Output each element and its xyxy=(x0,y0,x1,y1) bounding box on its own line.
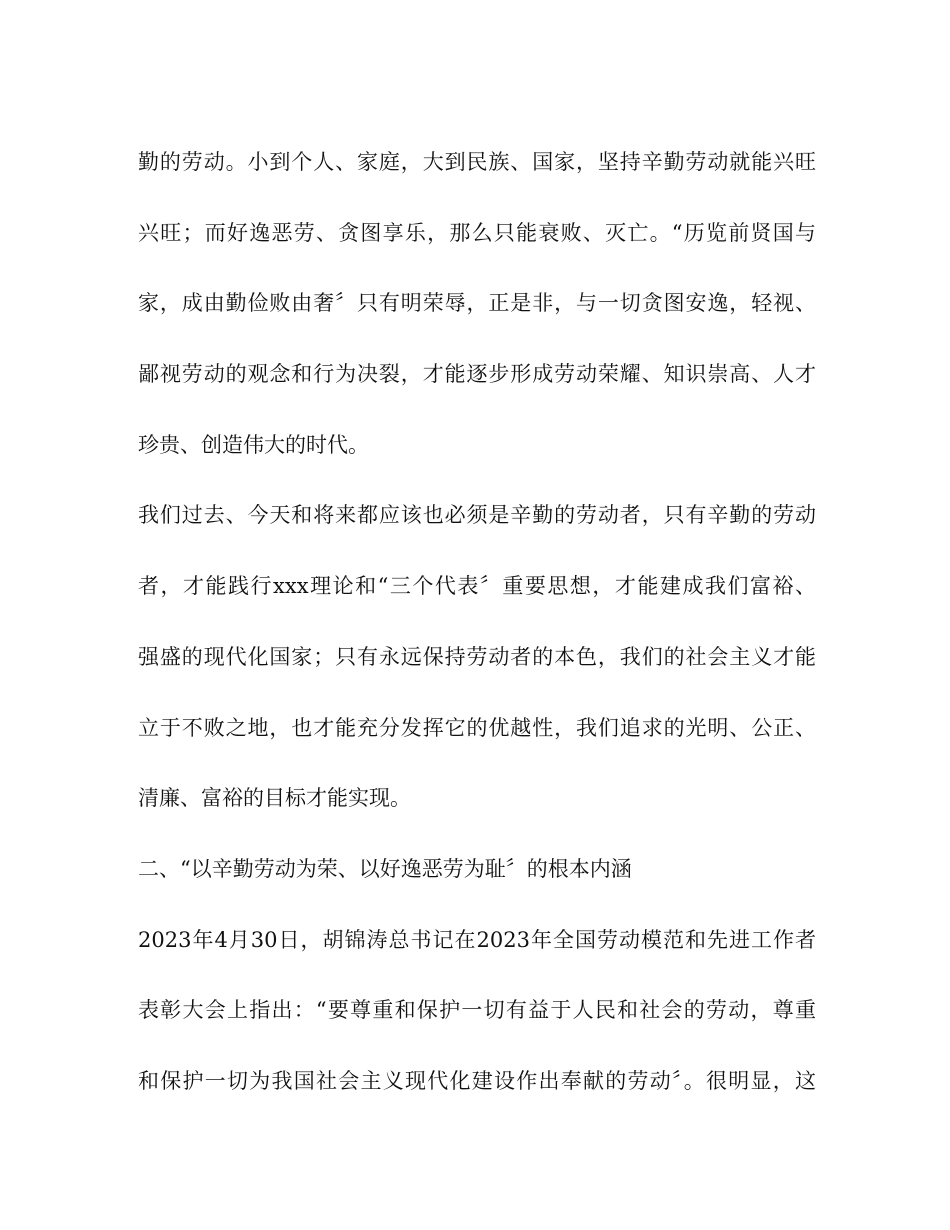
text-line: 立于不败之地，也才能充分发挥它的优越性，我们追求的光明、公正、 xyxy=(138,715,816,740)
text-line: 兴旺；而好逸恶劳、贪图享乐，那么只能衰败、灭亡。“历览前贤国与 xyxy=(138,220,816,245)
text-line: 我们过去、今天和将来都应该也必须是辛勤的劳动者，只有辛勤的劳动 xyxy=(138,503,816,528)
text-line: 表彰大会上指出：“要尊重和保护一切有益于人民和社会的劳动，尊重 xyxy=(138,998,816,1023)
document-page xyxy=(138,140,816,1130)
text-line: 和保护一切为我国社会主义现代化建设作出奉献的劳动〞。很明显，这 xyxy=(138,1068,816,1093)
text-line: 鄙视劳动的观念和行为决裂，才能逐步形成劳动荣耀、知识崇高、人才 xyxy=(138,362,816,387)
text-line: 勤的劳动。小到个人、家庭，大到民族、国家，坚持辛勤劳动就能兴旺 xyxy=(138,150,816,174)
section-heading: 二、“以辛勤劳动为荣、以好逸恶劳为耻〞的根本内涵 xyxy=(138,856,632,881)
text-line: 2023年4月30日，胡锦涛总书记在2023年全国劳动模范和先进工作者 xyxy=(138,927,816,952)
text-line: 者，才能践行xxx理论和“三个代表〞重要思想，才能建成我们富裕、 xyxy=(138,574,816,599)
text-line: 强盛的现代化国家；只有永远保持劳动者的本色，我们的社会主义才能 xyxy=(138,644,816,669)
text-line: 珍贵、创造伟大的时代。 xyxy=(138,432,369,457)
text-line: 清廉、富裕的目标才能实现。 xyxy=(138,786,411,811)
text-line: 家，成由勤俭败由奢〞只有明荣辱，正是非，与一切贪图安逸，轻视、 xyxy=(138,291,816,316)
